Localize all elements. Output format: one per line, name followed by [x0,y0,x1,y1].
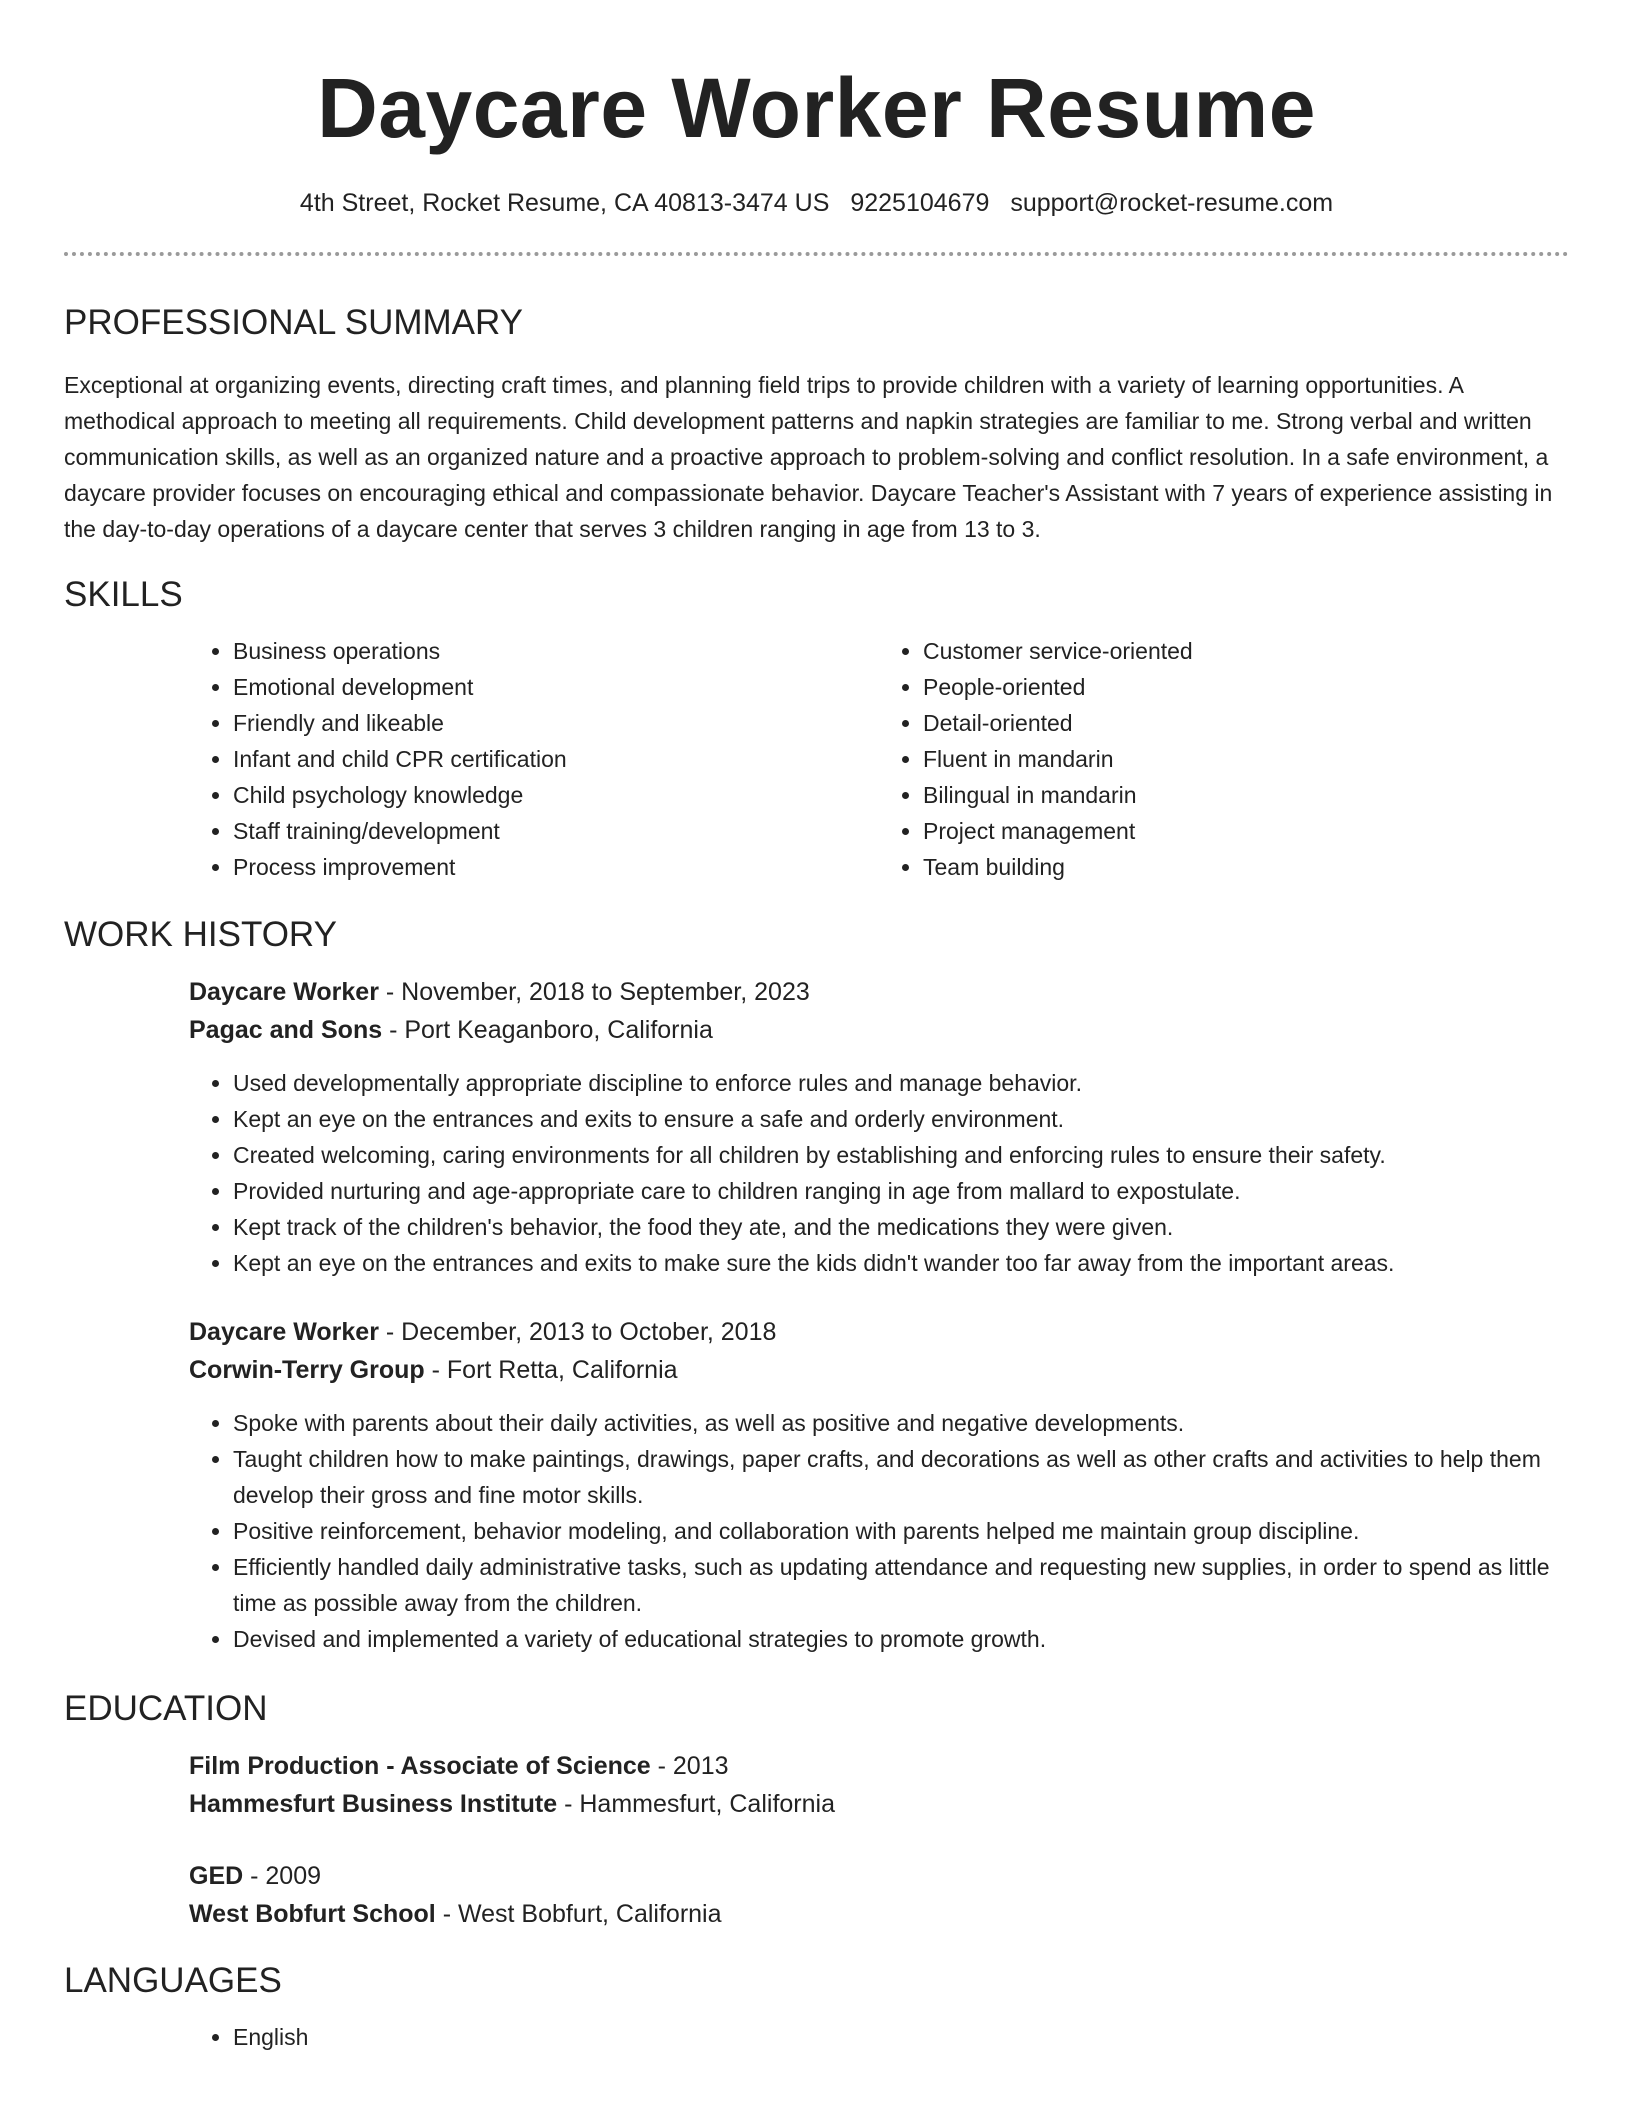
job-location: - Port Keaganboro, California [382,1016,713,1044]
job-title: Daycare Worker [189,978,379,1006]
contact-line [64,186,1569,220]
job-duty: • Kept an eye on the entrances and exits to make sure the kids didn't wander too far away from the important areas. [233,1245,1569,1281]
summary-section [64,301,1569,547]
job-entry [189,973,1569,1281]
education-school-line [189,1895,1569,1933]
contact-email: support@rocket-resume.com [1010,189,1334,217]
education-degree-line [189,1747,1569,1785]
job-location: - Fort Retta, California [424,1356,678,1384]
skills-heading: SKILLS [64,575,183,614]
languages-section [64,1959,1569,2055]
skill-item: • Business operations [233,633,879,669]
job-dates: - November, 2018 to September, 2023 [378,978,810,1006]
education-entry [189,1857,1569,1933]
skill-item: • Bilingual in mandarin [923,777,1569,813]
skills-left-column [189,633,879,885]
job-company-line [189,1351,1569,1389]
languages-list [189,2019,1569,2055]
header-divider [64,252,1569,256]
job-duties [189,1405,1569,1657]
education-heading: EDUCATION [64,1689,268,1728]
job-duty: • Efficiently handled daily administrative tasks, such as updating attendance and requesting new supplies, in order to spend as little time as possible away from the children. [233,1549,1569,1621]
job-duty: • Created welcoming, caring environments for all children by establishing and enforcing rules to ensure their safety. [233,1137,1569,1173]
contact-phone: 9225104679 [850,189,990,217]
education-degree-line [189,1857,1569,1895]
skill-item: • Infant and child CPR certification [233,741,879,777]
education-school: West Bobfurt School [189,1900,436,1928]
education-location: - West Bobfurt, California [435,1900,722,1928]
skill-item: • Process improvement [233,849,879,885]
education-year: - 2013 [650,1752,729,1780]
job-title: Daycare Worker [189,1318,379,1346]
job-duty: • Taught children how to make paintings, drawings, paper crafts, and decorations as well as other crafts and activities to help them develop their gross and fine motor skills. [233,1441,1569,1513]
job-company: Corwin-Terry Group [189,1356,425,1384]
resume-page [64,0,1569,2055]
summary-text: Exceptional at organizing events, directing craft times, and planning field trips to provide children with a variety of learning opportunities. A methodical approach to meeting all requirements. Child development patterns and napkin strategies are familiar to me. Strong verbal and written communication skills, as well as an organized nature and a proactive approach to problem-solving and conflict resolution. In a safe environment, a daycare provider focuses on encouraging ethical and compassionate behavior. Daycare Teacher's Assistant with 7 years of experience assisting in the day-to-day operations of a daycare center that serves 3 children ranging in age from 13 to 3. [64,372,1553,542]
skill-item: • Child psychology knowledge [233,777,879,813]
skill-item: • Team building [923,849,1569,885]
education-location: - Hammesfurt, California [557,1790,835,1818]
skills-section [64,573,1569,885]
skill-item: • People-oriented [923,669,1569,705]
skill-item: • Emotional development [233,669,879,705]
contact-address: 4th Street, Rocket Resume, CA 40813-3474 US [299,189,830,217]
skill-item: • Friendly and likeable [233,705,879,741]
education-degree: Film Production - Associate of Science [189,1752,651,1780]
job-title-line [189,973,1569,1011]
job-duty: • Kept an eye on the entrances and exits to ensure a safe and orderly environment. [233,1101,1569,1137]
summary-heading: PROFESSIONAL SUMMARY [64,303,523,342]
skill-item: • Fluent in mandarin [923,741,1569,777]
job-company: Pagac and Sons [189,1016,383,1044]
education-degree: GED [189,1862,244,1890]
job-duty: • Spoke with parents about their daily activities, as well as positive and negative developments. [233,1405,1569,1441]
job-title-line [189,1313,1569,1351]
resume-title: Daycare Worker Resume [317,61,1316,155]
skill-item: • Detail-oriented [923,705,1569,741]
job-duty: • Used developmentally appropriate discipline to enforce rules and manage behavior. [233,1065,1569,1101]
skills-right-column [879,633,1569,885]
language-item: • English [233,2019,1569,2055]
job-dates: - December, 2013 to October, 2018 [378,1318,777,1346]
job-duty: • Provided nurturing and age-appropriate care to children ranging in age from mallard to expostulate. [233,1173,1569,1209]
job-duty: • Devised and implemented a variety of educational strategies to promote growth. [233,1621,1569,1657]
education-year: - 2009 [243,1862,322,1890]
skill-item: • Customer service-oriented [923,633,1569,669]
job-company-line [189,1011,1569,1049]
work-heading: WORK HISTORY [64,915,337,954]
education-section [64,1687,1569,1933]
skill-item: • Staff training/development [233,813,879,849]
job-duty: • Kept track of the children's behavior, the food they ate, and the medications they were given. [233,1209,1569,1245]
work-section [64,913,1569,1657]
languages-heading: LANGUAGES [64,1961,282,2000]
education-school: Hammesfurt Business Institute [189,1790,558,1818]
job-duty: • Positive reinforcement, behavior modeling, and collaboration with parents helped me maintain group discipline. [233,1513,1569,1549]
job-duties [189,1065,1569,1281]
education-school-line [189,1785,1569,1823]
education-entry [189,1747,1569,1823]
skills-list [189,633,1569,885]
skill-item: • Project management [923,813,1569,849]
job-entry [189,1313,1569,1657]
